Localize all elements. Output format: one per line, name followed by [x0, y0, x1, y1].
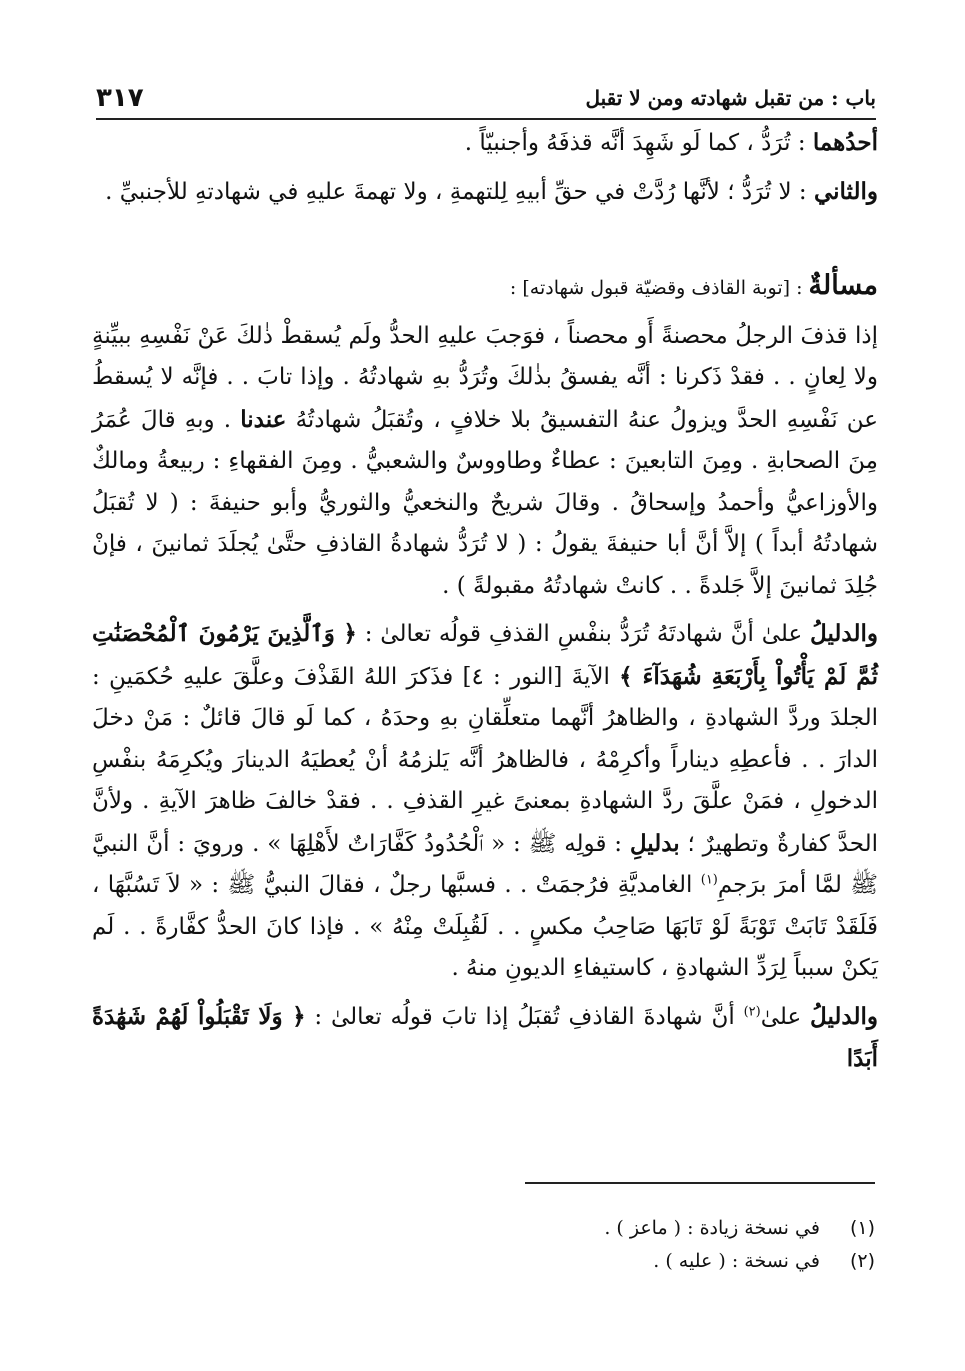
paragraph-evidence-second [92, 996, 878, 1081]
running-header [96, 78, 876, 120]
masala-title: : [توبة القاذف وقضيّة قبول شهادته] : [509, 277, 809, 299]
paragraph-second-opinion [92, 171, 878, 214]
footnote-reference[interactable]: (٢) [743, 1003, 761, 1019]
paragraph-text: » . ورويَ : أنَّ النبيَّ ﷺ لمَّا أمرَ برَجمِ [92, 830, 878, 898]
section-gap [92, 213, 878, 265]
masala-heading [92, 265, 878, 310]
paragraph-text: أنَّ شهادةَ القاذفِ تُقبَلُ إذا تابَ قولُه تعالىٰ : [305, 1003, 744, 1030]
paragraph-text: علىٰ أنَّ شهادتَهُ تُرَدُّ بنفْسِ القذفِ قولُه تعالىٰ : [356, 621, 811, 647]
paragraph-text: علىٰ [760, 1003, 811, 1030]
paragraph-lead: أحدُهما [812, 129, 878, 156]
paragraph-masala-body [92, 316, 878, 608]
emphasis-text: عندنا [240, 405, 287, 433]
paragraph-text: . وبهِ قالَ عُمَرُ مِنَ الصحابةِ . ومِنَ التابعينَ : عطاءٌ وطاووسٌ والشعبيُّ . ومِنَ الفقهاءِ : ربيعةُ ومالكٌ والأوزاعيُّ وأحمدُ وإسحاقُ . وقالَ شريحٌ والنخعيُّ والثوريُّ وأبو حنيفةَ : ( لا تُقبَلُ شهادتُهُ أبداً ) إلاَّ أنَّ أبا حنيفةَ يقولُ : ( لا تُرَدُّ شهادةُ القاذفِ حتَّىٰ يُجلَدَ ثمانينَ ، فإنْ جُلِدَ ثمانينَ إلاَّ جَلدةً . . كانتْ شهادتُهُ مقبولةً ) . [92, 406, 878, 599]
emphasis-text: بدليلِ [629, 829, 680, 857]
paragraph-lead: والدليلُ [810, 620, 878, 647]
hadith-quote: لاَ تَسُبَّهَا ، فَلَقَدْ تَابَتْ تَوْبَةً لَوْ تَابَهَا صَاحِبُ مكسٍ . . لَقُبِلَتْ مِنْهُ [92, 872, 878, 940]
footnote-mark: (١) [849, 1217, 875, 1239]
main-text [92, 122, 878, 1081]
footnote-reference[interactable]: (١) [700, 872, 718, 888]
footnote-divider [525, 1182, 875, 1184]
paragraph-text: : تُرَدُّ ، كما لَو شَهِدَ أنَّه قذفَهُ وأجنبيّاً . [464, 130, 813, 156]
footnote-text: في نسخة : ( عليه ) . [653, 1250, 820, 1272]
hadith-quote: ٱلْحُدُودُ كَفَّارَاتٌ لأَهْلِهَا [289, 830, 484, 857]
paragraph-text: الآيةَ [النور : ٤] فذَكرَ اللهُ القَذْفَ وعلَّقَ عليهِ حُكمَينِ : الجلدَ وردَّ الشهادةِ ، والظاهرُ أنَّهما متعلِّقانِ بهِ وحدَهُ ، كما لَو قالَ قائلٌ : مَنْ دخلَ الدارَ . . فأعطِهِ ديناراً وأكرِمْهُ ، فالظاهرُ أنَّه يَلزمُهُ أنْ يُعطيَهُ الدينارَ ويُكرِمَهُ بنفْسِ الدخولِ ، فمَنْ علَّقَ ردَّ الشهادةِ بمعنىً غيرِ القذفِ . . فقدْ خالفَ ظاهرَ الآيةِ . ولأنَّ الحدَّ كفارةٌ وتطهيرٌ ؛ [92, 663, 879, 857]
paragraph-evidence [92, 613, 878, 990]
footnote-item [115, 1245, 875, 1278]
quran-verse: ﴿ وَٱلَّذِينَ يَرْمُونَ ٱلْمُحْصَنَٰتِ ثُمَّ لَمْ يَأْتُواْ بِأَرْبَعَةِ شُهَدَآءَ ﴾ [92, 620, 878, 690]
paragraph-lead: والثاني [813, 177, 878, 205]
paragraph-first-opinion [92, 122, 878, 165]
chapter-title: باب : من تقبل شهادته ومن لا تقبل [585, 86, 876, 110]
paragraph-text: : لا تُرَدُّ ؛ لأنَّها رُدَّتْ في حقِّ أبيهِ لِلتهمةِ ، ولا تهمةَ عليهِ في شهادتهِ للأجنبيِّ . [105, 178, 814, 205]
paragraph-lead: والدليلُ [810, 1002, 878, 1030]
paragraph-text: إذا قذفَ الرجلُ محصنةً أَو محصناً ، فوَجبَ عليهِ الحدُّ ولَم يُسقطْ ذٰلكَ عَنْ نَفْسِهِ ببيِّنةٍ ولا لِعانٍ . . فقدْ ذَكرنا : أنَّه يفسقُ بذٰلكَ وتُرَدُّ بهِ شهادتُهُ . وإذا تابَ . . فإنَّه لا يُسقطُ عن نَفْسِهِ الحدَّ ويزولُ عنهُ التفسيقُ بلا خلافٍ ، وتُقبَلُ شهادتُهُ [92, 322, 878, 433]
paragraph-text: » . فإذا كانَ الحدُّ كفَّارةً . . لَم يَكنْ سبباً لِرَدِّ الشهادةِ ، كاستيفاءِ الديونِ منهُ . [92, 913, 878, 981]
paragraph-text: الغامديَّةِ فرُجمَتْ . . فسبَّها رجلٌ ، فقالَ النبيُّ ﷺ : « [180, 872, 701, 898]
footnote-item [115, 1212, 875, 1245]
footnote-mark: (٢) [849, 1250, 875, 1272]
footnotes [115, 1212, 875, 1278]
masala-label: مسألةٌ [808, 270, 878, 301]
paragraph-text: : قولِه ﷺ : « [483, 830, 630, 857]
page-number: ٣١٧ [96, 83, 144, 113]
quran-verse: ﴿ وَلَا تَقْبَلُواْ لَهُمْ شَهَٰدَةً أَبَدًا [92, 1002, 878, 1072]
footnote-text: في نسخة زيادة : ( ماعز ) . [604, 1217, 820, 1239]
